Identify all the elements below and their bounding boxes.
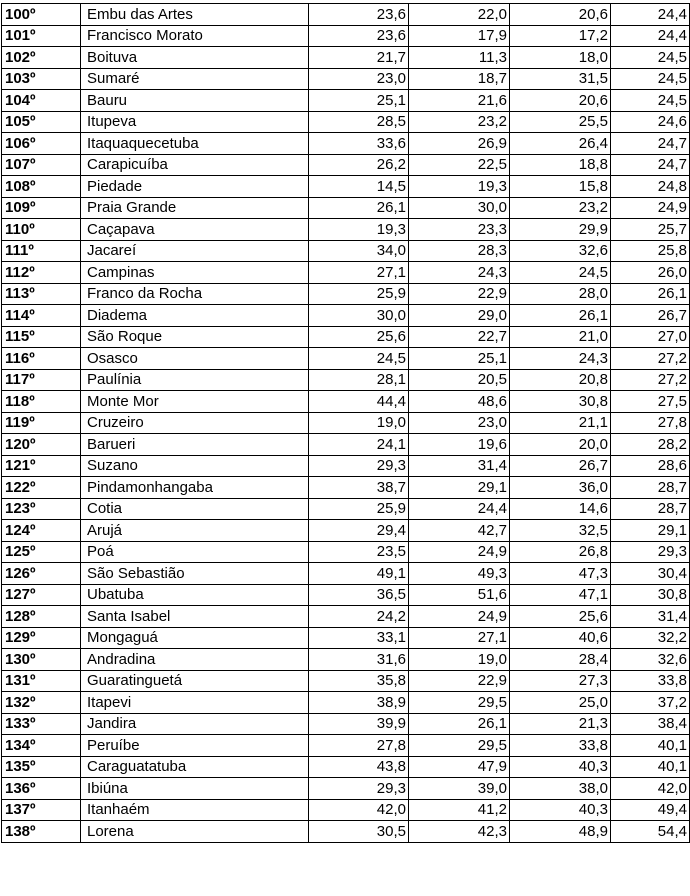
table-row — [2, 391, 690, 413]
rank-cell: 117º — [2, 369, 81, 391]
rank-cell: 124º — [2, 520, 81, 542]
value-cell-2: 17,9 — [409, 25, 510, 47]
city-cell: Caçapava — [81, 219, 309, 241]
value-cell-3: 21,1 — [510, 412, 611, 434]
value-cell-3: 48,9 — [510, 821, 611, 843]
value-cell-2: 39,0 — [409, 778, 510, 800]
value-cell-1: 38,7 — [309, 477, 409, 499]
value-cell-1: 26,1 — [309, 197, 409, 219]
city-cell: Barueri — [81, 434, 309, 456]
table-row — [2, 219, 690, 241]
value-cell-4: 28,7 — [611, 477, 690, 499]
value-cell-2: 22,9 — [409, 283, 510, 305]
value-cell-4: 26,1 — [611, 283, 690, 305]
city-cell: Osasco — [81, 348, 309, 370]
city-cell: Campinas — [81, 262, 309, 284]
value-cell-3: 17,2 — [510, 25, 611, 47]
value-cell-4: 27,2 — [611, 369, 690, 391]
value-cell-2: 23,3 — [409, 219, 510, 241]
table-row — [2, 47, 690, 69]
value-cell-1: 28,5 — [309, 111, 409, 133]
rank-cell: 132º — [2, 692, 81, 714]
value-cell-3: 20,0 — [510, 434, 611, 456]
value-cell-4: 27,2 — [611, 348, 690, 370]
rank-cell: 102º — [2, 47, 81, 69]
table-row — [2, 133, 690, 155]
value-cell-4: 30,4 — [611, 563, 690, 585]
value-cell-3: 20,8 — [510, 369, 611, 391]
value-cell-1: 28,1 — [309, 369, 409, 391]
value-cell-2: 47,9 — [409, 756, 510, 778]
value-cell-1: 30,0 — [309, 305, 409, 327]
value-cell-3: 40,6 — [510, 627, 611, 649]
value-cell-3: 38,0 — [510, 778, 611, 800]
rank-cell: 109º — [2, 197, 81, 219]
value-cell-3: 18,8 — [510, 154, 611, 176]
value-cell-2: 11,3 — [409, 47, 510, 69]
city-cell: Arujá — [81, 520, 309, 542]
table-row — [2, 627, 690, 649]
value-cell-1: 23,6 — [309, 4, 409, 26]
value-cell-1: 38,9 — [309, 692, 409, 714]
value-cell-2: 22,5 — [409, 154, 510, 176]
rank-cell: 131º — [2, 670, 81, 692]
value-cell-4: 29,3 — [611, 541, 690, 563]
value-cell-2: 25,1 — [409, 348, 510, 370]
value-cell-3: 27,3 — [510, 670, 611, 692]
city-cell: Mongaguá — [81, 627, 309, 649]
value-cell-1: 35,8 — [309, 670, 409, 692]
table-row — [2, 4, 690, 26]
city-cell: Ibiúna — [81, 778, 309, 800]
value-cell-4: 37,2 — [611, 692, 690, 714]
value-cell-1: 24,2 — [309, 606, 409, 628]
value-cell-1: 49,1 — [309, 563, 409, 585]
value-cell-3: 36,0 — [510, 477, 611, 499]
value-cell-3: 30,8 — [510, 391, 611, 413]
value-cell-2: 24,4 — [409, 498, 510, 520]
city-cell: São Roque — [81, 326, 309, 348]
value-cell-1: 42,0 — [309, 799, 409, 821]
city-cell: Sumaré — [81, 68, 309, 90]
rank-cell: 101º — [2, 25, 81, 47]
rank-cell: 121º — [2, 455, 81, 477]
city-cell: Monte Mor — [81, 391, 309, 413]
city-cell: Peruíbe — [81, 735, 309, 757]
value-cell-4: 24,5 — [611, 90, 690, 112]
rank-cell: 130º — [2, 649, 81, 671]
city-cell: Piedade — [81, 176, 309, 198]
value-cell-2: 23,2 — [409, 111, 510, 133]
rank-cell: 138º — [2, 821, 81, 843]
value-cell-2: 31,4 — [409, 455, 510, 477]
value-cell-4: 25,7 — [611, 219, 690, 241]
value-cell-2: 48,6 — [409, 391, 510, 413]
rank-cell: 107º — [2, 154, 81, 176]
table-row — [2, 305, 690, 327]
city-cell: Itaquaquecetuba — [81, 133, 309, 155]
city-cell: Francisco Morato — [81, 25, 309, 47]
city-cell: Andradina — [81, 649, 309, 671]
value-cell-4: 24,4 — [611, 25, 690, 47]
value-cell-2: 29,5 — [409, 692, 510, 714]
table-row — [2, 434, 690, 456]
value-cell-1: 19,3 — [309, 219, 409, 241]
value-cell-3: 28,0 — [510, 283, 611, 305]
value-cell-2: 22,7 — [409, 326, 510, 348]
value-cell-2: 41,2 — [409, 799, 510, 821]
value-cell-1: 23,6 — [309, 25, 409, 47]
rank-cell: 100º — [2, 4, 81, 26]
table-row — [2, 176, 690, 198]
value-cell-1: 43,8 — [309, 756, 409, 778]
value-cell-4: 28,7 — [611, 498, 690, 520]
value-cell-4: 24,7 — [611, 133, 690, 155]
city-cell: Guaratinguetá — [81, 670, 309, 692]
value-cell-4: 54,4 — [611, 821, 690, 843]
value-cell-1: 27,8 — [309, 735, 409, 757]
value-cell-4: 24,8 — [611, 176, 690, 198]
value-cell-3: 26,8 — [510, 541, 611, 563]
table-row — [2, 154, 690, 176]
city-cell: Santa Isabel — [81, 606, 309, 628]
value-cell-2: 30,0 — [409, 197, 510, 219]
value-cell-1: 31,6 — [309, 649, 409, 671]
value-cell-2: 24,9 — [409, 606, 510, 628]
value-cell-1: 33,1 — [309, 627, 409, 649]
rank-cell: 125º — [2, 541, 81, 563]
city-cell: Bauru — [81, 90, 309, 112]
table-row — [2, 90, 690, 112]
value-cell-3: 25,5 — [510, 111, 611, 133]
value-cell-2: 26,1 — [409, 713, 510, 735]
value-cell-4: 32,2 — [611, 627, 690, 649]
table-body — [2, 4, 690, 843]
table-row — [2, 606, 690, 628]
rank-cell: 104º — [2, 90, 81, 112]
city-cell: Diadema — [81, 305, 309, 327]
value-cell-1: 44,4 — [309, 391, 409, 413]
value-cell-2: 23,0 — [409, 412, 510, 434]
rank-cell: 105º — [2, 111, 81, 133]
rank-cell: 126º — [2, 563, 81, 585]
table-row — [2, 563, 690, 585]
value-cell-4: 25,8 — [611, 240, 690, 262]
value-cell-1: 23,0 — [309, 68, 409, 90]
value-cell-2: 19,0 — [409, 649, 510, 671]
city-cell: Franco da Rocha — [81, 283, 309, 305]
rank-cell: 110º — [2, 219, 81, 241]
value-cell-3: 21,0 — [510, 326, 611, 348]
table-row — [2, 584, 690, 606]
city-cell: Embu das Artes — [81, 4, 309, 26]
city-cell: Itanhaém — [81, 799, 309, 821]
city-cell: Carapicuíba — [81, 154, 309, 176]
rank-cell: 136º — [2, 778, 81, 800]
value-cell-1: 36,5 — [309, 584, 409, 606]
value-cell-1: 23,5 — [309, 541, 409, 563]
rank-cell: 137º — [2, 799, 81, 821]
value-cell-3: 23,2 — [510, 197, 611, 219]
rank-cell: 127º — [2, 584, 81, 606]
rank-cell: 119º — [2, 412, 81, 434]
value-cell-1: 25,9 — [309, 283, 409, 305]
rank-cell: 112º — [2, 262, 81, 284]
value-cell-2: 29,5 — [409, 735, 510, 757]
rank-cell: 115º — [2, 326, 81, 348]
value-cell-4: 38,4 — [611, 713, 690, 735]
value-cell-1: 26,2 — [309, 154, 409, 176]
value-cell-4: 27,5 — [611, 391, 690, 413]
city-cell: Itapevi — [81, 692, 309, 714]
rank-cell: 128º — [2, 606, 81, 628]
city-cell: Praia Grande — [81, 197, 309, 219]
rank-cell: 116º — [2, 348, 81, 370]
value-cell-2: 29,0 — [409, 305, 510, 327]
value-cell-2: 18,7 — [409, 68, 510, 90]
value-cell-1: 25,6 — [309, 326, 409, 348]
city-cell: Itupeva — [81, 111, 309, 133]
table-row — [2, 369, 690, 391]
value-cell-4: 29,1 — [611, 520, 690, 542]
value-cell-4: 24,9 — [611, 197, 690, 219]
value-cell-3: 29,9 — [510, 219, 611, 241]
value-cell-1: 14,5 — [309, 176, 409, 198]
value-cell-3: 20,6 — [510, 4, 611, 26]
value-cell-1: 29,3 — [309, 455, 409, 477]
table-row — [2, 778, 690, 800]
city-cell: Cruzeiro — [81, 412, 309, 434]
value-cell-4: 24,7 — [611, 154, 690, 176]
value-cell-2: 24,9 — [409, 541, 510, 563]
value-cell-1: 19,0 — [309, 412, 409, 434]
table-row — [2, 799, 690, 821]
value-cell-4: 24,5 — [611, 68, 690, 90]
rank-cell: 114º — [2, 305, 81, 327]
rank-cell: 133º — [2, 713, 81, 735]
value-cell-4: 40,1 — [611, 735, 690, 757]
table-row — [2, 735, 690, 757]
city-cell: Caraguatatuba — [81, 756, 309, 778]
value-cell-1: 34,0 — [309, 240, 409, 262]
table-row — [2, 262, 690, 284]
table-row — [2, 111, 690, 133]
value-cell-1: 25,1 — [309, 90, 409, 112]
value-cell-4: 30,8 — [611, 584, 690, 606]
value-cell-2: 24,3 — [409, 262, 510, 284]
city-cell: Lorena — [81, 821, 309, 843]
table-row — [2, 283, 690, 305]
table-row — [2, 520, 690, 542]
value-cell-3: 28,4 — [510, 649, 611, 671]
rank-cell: 134º — [2, 735, 81, 757]
value-cell-2: 49,3 — [409, 563, 510, 585]
value-cell-4: 42,0 — [611, 778, 690, 800]
value-cell-4: 31,4 — [611, 606, 690, 628]
value-cell-2: 20,5 — [409, 369, 510, 391]
value-cell-1: 24,5 — [309, 348, 409, 370]
value-cell-1: 24,1 — [309, 434, 409, 456]
value-cell-4: 27,0 — [611, 326, 690, 348]
value-cell-2: 22,9 — [409, 670, 510, 692]
value-cell-1: 30,5 — [309, 821, 409, 843]
value-cell-3: 26,1 — [510, 305, 611, 327]
value-cell-2: 21,6 — [409, 90, 510, 112]
city-cell: Ubatuba — [81, 584, 309, 606]
value-cell-2: 26,9 — [409, 133, 510, 155]
city-cell: Cotia — [81, 498, 309, 520]
value-cell-2: 42,3 — [409, 821, 510, 843]
city-cell: Poá — [81, 541, 309, 563]
table-row — [2, 477, 690, 499]
table-row — [2, 756, 690, 778]
city-cell: Suzano — [81, 455, 309, 477]
value-cell-2: 27,1 — [409, 627, 510, 649]
table-row — [2, 541, 690, 563]
value-cell-3: 18,0 — [510, 47, 611, 69]
value-cell-1: 39,9 — [309, 713, 409, 735]
table-row — [2, 498, 690, 520]
value-cell-4: 28,2 — [611, 434, 690, 456]
value-cell-3: 26,4 — [510, 133, 611, 155]
value-cell-3: 40,3 — [510, 756, 611, 778]
value-cell-3: 25,0 — [510, 692, 611, 714]
value-cell-3: 25,6 — [510, 606, 611, 628]
value-cell-3: 14,6 — [510, 498, 611, 520]
rank-cell: 111º — [2, 240, 81, 262]
value-cell-2: 22,0 — [409, 4, 510, 26]
value-cell-4: 26,7 — [611, 305, 690, 327]
value-cell-1: 29,4 — [309, 520, 409, 542]
city-cell: São Sebastião — [81, 563, 309, 585]
value-cell-3: 40,3 — [510, 799, 611, 821]
rank-cell: 106º — [2, 133, 81, 155]
table-row — [2, 821, 690, 843]
table-row — [2, 670, 690, 692]
value-cell-2: 42,7 — [409, 520, 510, 542]
value-cell-3: 24,3 — [510, 348, 611, 370]
city-cell: Boituva — [81, 47, 309, 69]
city-cell: Jacareí — [81, 240, 309, 262]
value-cell-3: 24,5 — [510, 262, 611, 284]
value-cell-2: 51,6 — [409, 584, 510, 606]
city-cell: Jandira — [81, 713, 309, 735]
table-row — [2, 240, 690, 262]
value-cell-2: 19,3 — [409, 176, 510, 198]
value-cell-4: 49,4 — [611, 799, 690, 821]
city-cell: Paulínia — [81, 369, 309, 391]
value-cell-4: 26,0 — [611, 262, 690, 284]
rank-cell: 113º — [2, 283, 81, 305]
value-cell-3: 32,6 — [510, 240, 611, 262]
value-cell-3: 47,3 — [510, 563, 611, 585]
value-cell-1: 29,3 — [309, 778, 409, 800]
value-cell-1: 27,1 — [309, 262, 409, 284]
table-row — [2, 197, 690, 219]
rank-cell: 120º — [2, 434, 81, 456]
value-cell-4: 24,6 — [611, 111, 690, 133]
rank-cell: 103º — [2, 68, 81, 90]
table-row — [2, 25, 690, 47]
value-cell-3: 20,6 — [510, 90, 611, 112]
table-row — [2, 326, 690, 348]
value-cell-3: 47,1 — [510, 584, 611, 606]
value-cell-2: 29,1 — [409, 477, 510, 499]
value-cell-1: 21,7 — [309, 47, 409, 69]
value-cell-4: 32,6 — [611, 649, 690, 671]
rank-cell: 129º — [2, 627, 81, 649]
table-row — [2, 692, 690, 714]
table-row — [2, 713, 690, 735]
value-cell-4: 40,1 — [611, 756, 690, 778]
value-cell-2: 19,6 — [409, 434, 510, 456]
rank-cell: 108º — [2, 176, 81, 198]
table-row — [2, 455, 690, 477]
rank-cell: 118º — [2, 391, 81, 413]
value-cell-4: 24,4 — [611, 4, 690, 26]
value-cell-3: 31,5 — [510, 68, 611, 90]
table-row — [2, 68, 690, 90]
table-row — [2, 348, 690, 370]
value-cell-3: 32,5 — [510, 520, 611, 542]
value-cell-3: 33,8 — [510, 735, 611, 757]
value-cell-3: 26,7 — [510, 455, 611, 477]
value-cell-4: 33,8 — [611, 670, 690, 692]
value-cell-4: 27,8 — [611, 412, 690, 434]
value-cell-4: 24,5 — [611, 47, 690, 69]
rank-cell: 135º — [2, 756, 81, 778]
table-row — [2, 412, 690, 434]
value-cell-4: 28,6 — [611, 455, 690, 477]
value-cell-3: 21,3 — [510, 713, 611, 735]
rank-cell: 122º — [2, 477, 81, 499]
city-cell: Pindamonhangaba — [81, 477, 309, 499]
value-cell-3: 15,8 — [510, 176, 611, 198]
value-cell-1: 33,6 — [309, 133, 409, 155]
ranking-table — [1, 3, 690, 843]
value-cell-2: 28,3 — [409, 240, 510, 262]
value-cell-1: 25,9 — [309, 498, 409, 520]
rank-cell: 123º — [2, 498, 81, 520]
table-row — [2, 649, 690, 671]
